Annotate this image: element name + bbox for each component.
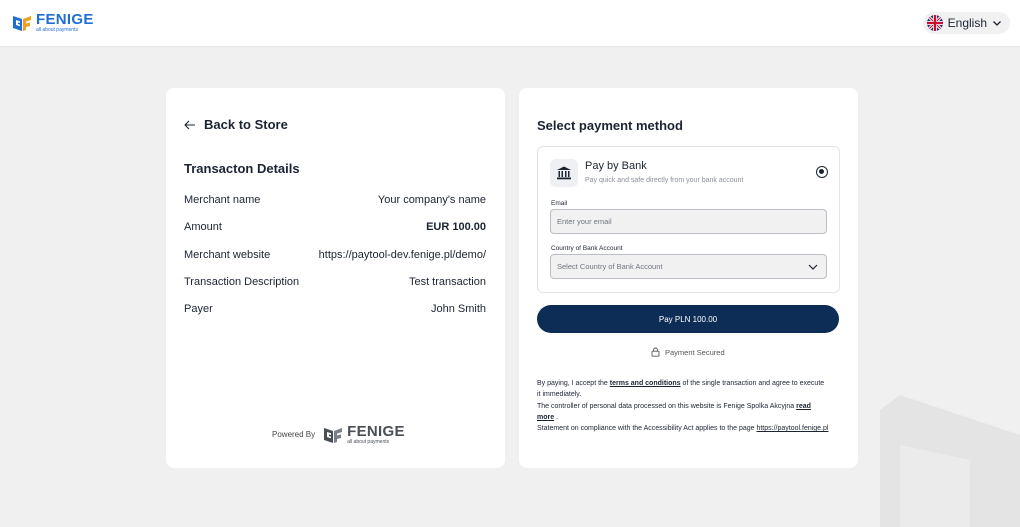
language-label: English (947, 16, 987, 30)
detail-row-merchant-name (184, 194, 486, 221)
powered-by-label: Powered By (272, 430, 316, 439)
detail-value: Test transaction (408, 275, 486, 288)
background-decoration (880, 395, 1020, 527)
terms-text-part: Statement on compliance with the Accessibility Act applies to the page (537, 425, 757, 433)
detail-row-amount (184, 221, 486, 248)
detail-label: Merchant website (184, 248, 271, 261)
terms-text-part: . (554, 413, 559, 421)
powered-logo-name: FENIGE (347, 423, 405, 440)
arrow-left-icon (184, 120, 196, 130)
transaction-details-title: Transacton Details (184, 161, 300, 176)
terms-and-conditions-link[interactable]: terms and conditions (609, 380, 681, 387)
powered-by-logo (323, 424, 405, 445)
fenige-logo-icon (12, 13, 32, 33)
detail-row-payer (184, 303, 486, 330)
email-label: Email (551, 200, 568, 207)
bank-icon (550, 159, 578, 187)
chevron-down-icon (808, 263, 818, 271)
country-label: Country of Bank Account (551, 245, 623, 252)
detail-label: Merchant name (184, 194, 261, 206)
fenige-logo-icon (323, 425, 343, 445)
transaction-details-card (166, 88, 505, 468)
terms-text-part: of the single transaction and agree to execute it immediately. (537, 380, 825, 399)
detail-value: Your company's name (377, 194, 486, 206)
payment-secured-label: Payment Secured (665, 347, 725, 357)
payment-secured (651, 347, 725, 357)
payment-method-description: Pay quick and safe directly from your bank account (585, 177, 744, 184)
pay-by-bank-radio[interactable] (816, 166, 828, 178)
accessibility-link[interactable]: https://paytool.fenige.pl (756, 425, 829, 433)
lock-icon (651, 347, 660, 357)
language-selector[interactable] (923, 12, 1010, 34)
powered-by (272, 424, 405, 445)
country-select-placeholder: Select Country of Bank Account (557, 262, 663, 271)
detail-row-transaction-description (184, 276, 486, 303)
payment-method-card (519, 88, 858, 468)
terms-text (537, 378, 829, 434)
back-to-store-label: Back to Store (204, 117, 288, 132)
terms-text-part: The controller of personal data processed on this website is Fenige Spolka Akcyjna (537, 402, 797, 410)
details-list (184, 194, 486, 330)
logo-tagline: all about payments (36, 27, 78, 33)
detail-label: Payer (184, 303, 213, 316)
back-to-store-link[interactable] (184, 117, 288, 132)
detail-value: https://paytool-dev.fenige.pl/demo/ (318, 248, 486, 261)
detail-row-merchant-website (184, 249, 486, 276)
top-bar (0, 0, 1020, 47)
detail-label: Transaction Description (184, 275, 300, 288)
logo-name: FENIGE (36, 11, 94, 28)
uk-flag-icon (927, 15, 943, 31)
powered-logo-tagline: all about payments (347, 439, 390, 445)
pay-by-bank-option[interactable] (537, 146, 840, 293)
payment-method-name: Pay by Bank (585, 160, 647, 172)
payment-method-title: Select payment method (537, 118, 683, 133)
read-more-link[interactable]: read more (537, 402, 811, 421)
pay-button[interactable]: Pay PLN 100.00 (537, 305, 839, 333)
detail-value: John Smith (430, 303, 486, 316)
detail-label: Amount (184, 221, 222, 234)
chevron-down-icon (992, 18, 1002, 28)
detail-value: EUR 100.00 (426, 221, 486, 234)
terms-text-part: By paying, I accept the (537, 380, 610, 387)
country-select[interactable] (550, 254, 827, 279)
email-input[interactable] (550, 209, 827, 234)
fenige-logo[interactable] (12, 12, 94, 33)
